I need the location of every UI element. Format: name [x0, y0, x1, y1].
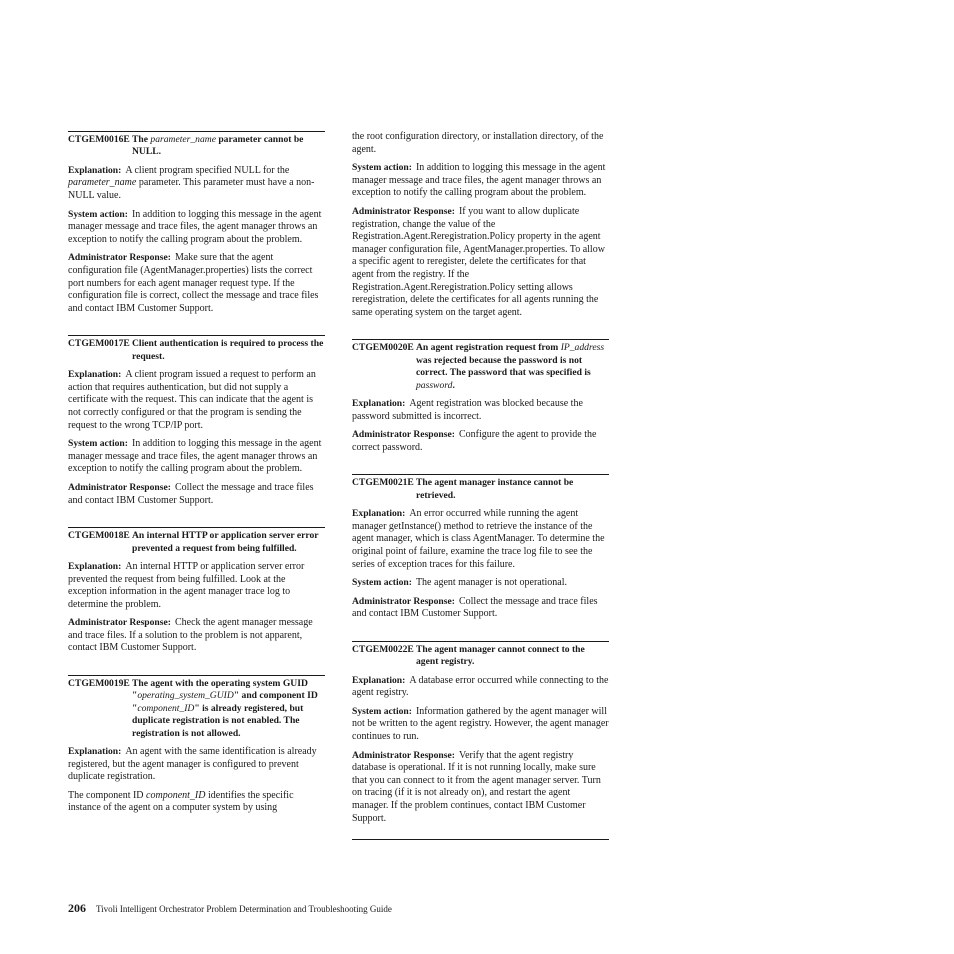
message-code: CTGEM0021E: [352, 477, 414, 489]
right-column: [352, 131, 609, 840]
continued-text: the root configuration directory, or installation directory, of the agent.: [352, 131, 604, 155]
left-column: [68, 131, 325, 821]
message-entry-ctgem0019e: [68, 675, 325, 815]
page-footer: [68, 901, 392, 916]
explanation: Explanation: An internal HTTP or application server error prevented the request from being fulfilled. Look at the exception information in the agent manager trace log to determine the problem.: [68, 560, 305, 610]
message-heading: CTGEM0017E Client authentication is required to process the request.: [68, 338, 324, 362]
message-code: CTGEM0019E: [68, 678, 130, 690]
message-entry-ctgem0022e: [352, 641, 609, 825]
administrator-response: Administrator Response: Check the agent manager message and trace files. If a solution to the problem is not apparent, contact IBM Customer Support.: [68, 617, 313, 654]
administrator-response: Administrator Response: Collect the message and trace files and contact IBM Customer Support.: [352, 595, 598, 620]
message-entry-ctgem0021e: [352, 474, 609, 621]
message-heading: CTGEM0021E The agent manager instance cannot be retrieved.: [352, 477, 574, 501]
explanation: Explanation: An agent with the same identification is already registered, but the agent manager is configured to prevent duplicate registration.: [68, 746, 317, 783]
explanation-continuation: The component ID component_ID identifies the specific instance of the agent on a computer system by using: [68, 789, 294, 814]
message-code: CTGEM0020E: [352, 342, 414, 354]
administrator-response: Administrator Response: Verify that the agent registry database is operational. If it is not running locally, make sure that you can connect to it from the agent manager server. Turn on tracing (if it is not already on), and restart the agent manager. If the problem continues, contact IBM Customer Support.: [352, 749, 601, 824]
message-heading: CTGEM0016E The parameter_name parameter cannot be NULL.: [68, 134, 304, 158]
message-heading: CTGEM0018E An internal HTTP or application server error prevented a request from being fulfilled.: [68, 530, 319, 554]
variable: operating_system_GUID: [137, 690, 234, 702]
book-title: Tivoli Intelligent Orchestrator Problem Determination and Troubleshooting Guide: [96, 904, 392, 914]
variable: IP_address: [560, 342, 605, 354]
administrator-response: Administrator Response: Configure the agent to provide the correct password.: [352, 429, 597, 453]
message-heading: CTGEM0020E An agent registration request from IP_address was rejected because the password is not correct. The password that was specified is password.: [352, 342, 605, 391]
system-action: System action: In addition to logging this message in the agent manager message and trace files, the agent manager throws an exception to notify the calling program about the problem.: [352, 162, 606, 199]
continued-entry-ctgem0019e: [352, 131, 609, 319]
message-code: CTGEM0018E: [68, 530, 130, 542]
administrator-response: Administrator Response: If you want to allow duplicate registration, change the value of the Registration.Agent.Reregistration.Policy property in the agent manager configuration file, AgentManager.properties. To allow a specific agent to reregister, delete the certificates for that agent from the registry. If the Registration.Agent.Reregistration.Policy setting allows reregistration, delete the certificates for all agents running the same operating system on the target agent.: [352, 205, 605, 318]
message-entry-ctgem0016e: [68, 131, 325, 315]
administrator-response: Administrator Response: Make sure that the agent configuration file (AgentManager.properties) lists the correct port numbers for each agent manager request type. If the configuration file is correct, collect the message and trace files and contact IBM Customer Support.: [68, 252, 319, 314]
explanation: Explanation: An error occurred while running the agent manager getInstance() method to retrieve the instance of the agent manager, which is class AgentManager. To determine the original point of failure, examine the trace log file to see the series of exception traces for this failure.: [352, 508, 605, 570]
system-action: System action: Information gathered by the agent manager will not be written to the agent registry. However, the agent manager continues to run.: [352, 705, 609, 743]
administrator-response: Administrator Response: Collect the message and trace files and contact IBM Customer Support.: [68, 481, 314, 506]
variable: password: [416, 379, 453, 391]
system-action: System action: The agent manager is not operational.: [352, 577, 568, 589]
page-number: 206: [68, 901, 86, 915]
message-code: CTGEM0022E: [352, 643, 414, 655]
message-entry-ctgem0018e: [68, 527, 325, 655]
system-action: System action: In addition to logging this message in the agent manager message and trace files, the agent manager throws an exception to notify the calling program about the problem.: [68, 208, 322, 245]
message-code: CTGEM0017E: [68, 338, 130, 350]
explanation: Explanation: A client program issued a request to perform an action that requires authentication, but did not supply a certificate with the request. This can indicate that the agent is not correctly configured or that the program is sending the request to the wrong TCP/IP port.: [68, 369, 316, 431]
explanation: Explanation: Agent registration was blocked because the password submitted is incorrect.: [352, 397, 583, 422]
message-code: CTGEM0016E: [68, 134, 130, 145]
explanation: Explanation: A database error occurred while connecting to the agent registry.: [352, 674, 609, 699]
explanation: Explanation: A client program specified NULL for the parameter_name parameter. This parameter must have a non-NULL value.: [68, 164, 315, 201]
message-heading: CTGEM0019E The agent with the operating system GUID "operating_system_GUID" and component ID "component_ID" is already registered, but duplicate registration is not enabled. The registration is not allowed.: [68, 678, 318, 739]
variable: parameter_name: [150, 134, 216, 145]
variable: component_ID: [137, 702, 195, 714]
message-entry-ctgem0020e: [352, 339, 609, 454]
system-action: System action: In addition to logging this message in the agent manager message and trace files, the agent manager throws an exception to notify the calling program about the problem.: [68, 438, 322, 475]
message-heading: CTGEM0022E The agent manager cannot connect to the agent registry.: [352, 643, 585, 668]
message-entry-ctgem0017e: [68, 335, 325, 507]
section-end-rule: [352, 839, 609, 840]
